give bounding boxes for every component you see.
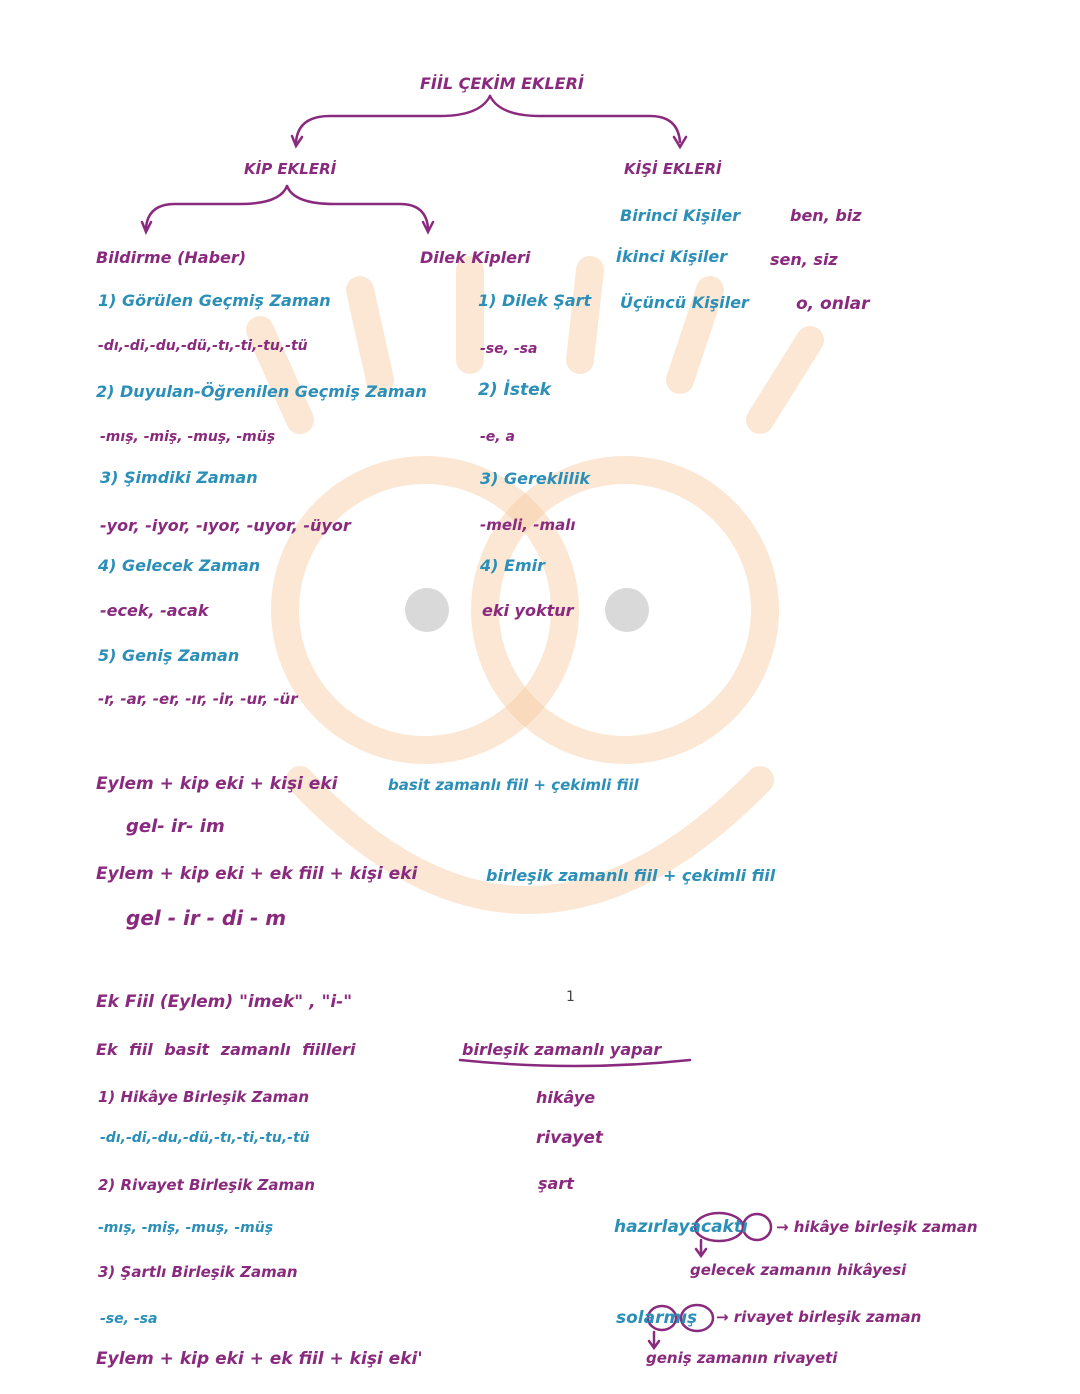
ekfiil-item-suffixes: -mış, -miş, -muş, -müş	[98, 1220, 274, 1236]
ekfiil-item-suffixes: -dı,-di,-du,-dü,-tı,-ti,-tu,-tü	[100, 1130, 310, 1146]
formula-basit: Eylem + kip eki + kişi eki	[96, 774, 338, 794]
dilek-item-label: 4) Emir	[480, 556, 545, 575]
diagram-title: FİİL ÇEKİM EKLERİ	[420, 74, 584, 93]
dilek-heading: Dilek Kipleri	[420, 248, 531, 267]
page-number: 1	[566, 989, 575, 1005]
dilek-item-label: 2) İstek	[478, 380, 551, 400]
formula-birlesik: Eylem + kip eki + ek fiil + kişi eki	[96, 864, 418, 884]
dilek-item-suffixes: -meli, -malı	[480, 516, 576, 534]
bildirme-item-label: 2) Duyulan-Öğrenilen Geçmiş Zaman	[96, 382, 427, 401]
bildirme-item-suffixes: -ecek, -acak	[100, 601, 209, 620]
ekfiil-item-side: şart	[538, 1174, 574, 1193]
ekfiil-last-formula: Eylem + kip eki + ek fiil + kişi eki'	[96, 1349, 423, 1369]
example-arrow-note: → hikâye birleşik zaman	[776, 1218, 978, 1236]
bildirme-item-suffixes: -mış, -miş, -muş, -müş	[100, 429, 276, 445]
formula-birlesik-note: birleşik zamanlı fiil + çekimli fiil	[486, 866, 776, 885]
ekfiil-item-label: 1) Hikâye Birleşik Zaman	[98, 1088, 310, 1106]
bildirme-item-label: 4) Gelecek Zaman	[98, 556, 261, 575]
bildirme-heading: Bildirme (Haber)	[96, 248, 247, 267]
formula-basit-example: gel- ir- im	[126, 816, 225, 837]
dilek-item-suffixes: -se, -sa	[480, 341, 538, 357]
example-note: gelecek zamanın hikâyesi	[690, 1261, 907, 1279]
dilek-item-label: 3) Gereklilik	[480, 469, 590, 488]
example-arrow-note: → rivayet birleşik zaman	[716, 1308, 922, 1326]
bildirme-item-label: 1) Görülen Geçmiş Zaman	[98, 291, 331, 310]
kisi-item-label: Birinci Kişiler	[620, 206, 741, 225]
ekfiil-line-underlined: birleşik zamanlı yapar	[462, 1040, 662, 1059]
formula-basit-note: basit zamanlı fiil + çekimli fiil	[388, 776, 639, 794]
kisi-item-value: o, onlar	[796, 294, 870, 314]
ekfiil-item-label: 2) Rivayet Birleşik Zaman	[98, 1176, 315, 1194]
ekfiil-item-label: 3) Şartlı Birleşik Zaman	[98, 1263, 298, 1281]
ekfiil-item-suffixes: -se, -sa	[100, 1311, 158, 1327]
bildirme-item-suffixes: -dı,-di,-du,-dü,-tı,-ti,-tu,-tü	[98, 338, 308, 354]
dilek-item-label: 1) Dilek Şart	[478, 291, 592, 310]
bildirme-item-label: 5) Geniş Zaman	[98, 646, 240, 665]
dilek-item-suffixes: eki yoktur	[482, 601, 574, 620]
kisi-item-label: Üçüncü Kişiler	[620, 293, 749, 312]
kisi-item-label: İkinci Kişiler	[616, 247, 728, 266]
bildirme-item-suffixes: -r, -ar, -er, -ır, -ir, -ur, -ür	[98, 690, 298, 708]
example-word: solarmış	[616, 1308, 698, 1328]
ekfiil-line: Ek fiil basit zamanlı fiilleri	[96, 1040, 356, 1059]
bildirme-item-label: 3) Şimdiki Zaman	[100, 468, 258, 487]
kip-ekleri-label: KİP EKLERİ	[244, 160, 337, 178]
kisi-item-value: ben, biz	[790, 206, 862, 225]
ekfiil-item-side: rivayet	[536, 1128, 603, 1148]
formula-birlesik-example: gel - ir - di - m	[126, 906, 287, 930]
ekfiil-item-side: hikâye	[536, 1088, 596, 1107]
kisi-item-value: sen, siz	[770, 250, 838, 269]
kisi-ekleri-label: KİŞİ EKLERİ	[624, 160, 722, 178]
ekfiil-title: Ek Fiil (Eylem) "imek" , "i-"	[96, 992, 353, 1012]
dilek-item-suffixes: -e, a	[480, 429, 515, 445]
example-note: geniş zamanın rivayeti	[646, 1349, 838, 1367]
bildirme-item-suffixes: -yor, -iyor, -ıyor, -uyor, -üyor	[100, 516, 351, 535]
example-word: hazırlayacaktı	[614, 1217, 748, 1237]
